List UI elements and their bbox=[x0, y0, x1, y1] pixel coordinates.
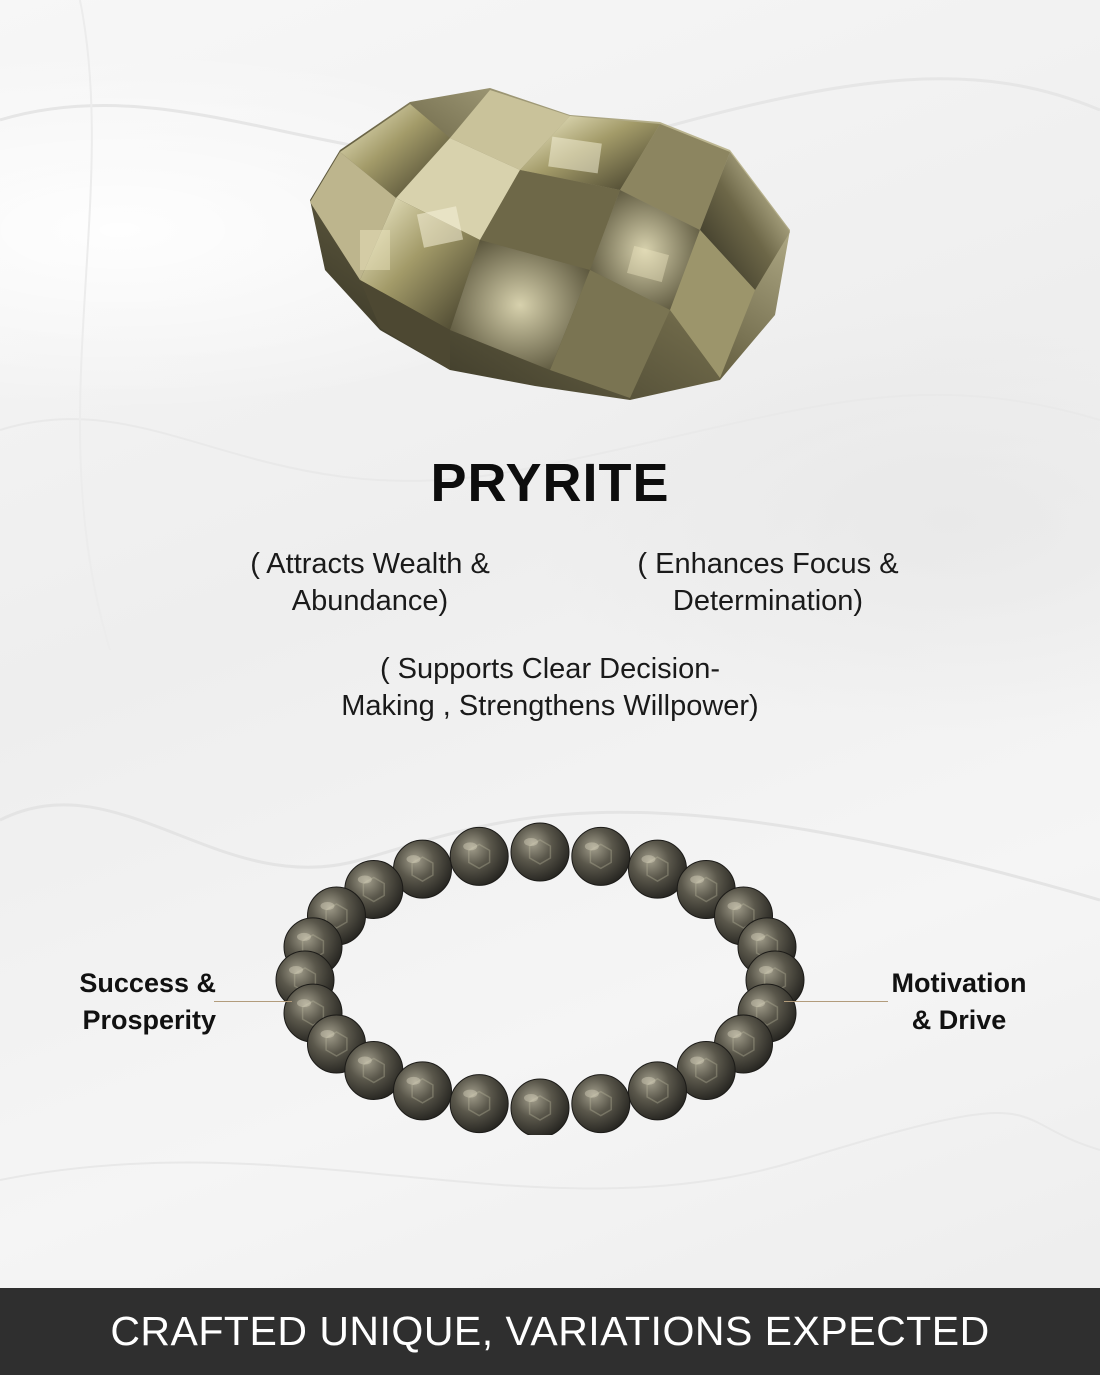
benefit-motivation-line2: & Drive bbox=[911, 1005, 1007, 1035]
property-focus-line2: Determination) bbox=[672, 585, 864, 617]
benefit-success-line2: Prosperity bbox=[82, 1005, 216, 1035]
left-connector-line bbox=[214, 1001, 292, 1002]
bracelet-bead bbox=[394, 1062, 452, 1120]
footer-banner bbox=[0, 1288, 1100, 1375]
benefit-success-label bbox=[60, 965, 216, 1039]
bracelet-bead bbox=[450, 827, 508, 885]
benefit-success-line1: Success & bbox=[79, 968, 216, 998]
right-connector-line bbox=[784, 1001, 888, 1002]
property-wealth-line2: Abundance) bbox=[291, 585, 449, 617]
footer-text: CRAFTED UNIQUE, VARIATIONS EXPECTED bbox=[110, 1308, 990, 1354]
bracelet-bead bbox=[572, 827, 630, 885]
bracelet-bead bbox=[511, 1079, 569, 1135]
property-decision-line2: Making , Strengthens Willpower) bbox=[341, 690, 759, 722]
property-focus bbox=[610, 546, 926, 620]
bracelet-bead bbox=[450, 1075, 508, 1133]
property-decision bbox=[290, 651, 810, 725]
property-decision-line1: ( Supports Clear Decision- bbox=[379, 653, 721, 685]
benefit-motivation-label bbox=[884, 965, 1034, 1039]
property-wealth bbox=[220, 546, 520, 620]
pyrite-stone-image bbox=[300, 80, 800, 410]
property-wealth-line1: ( Attracts Wealth & bbox=[250, 548, 490, 580]
bracelet-bead bbox=[629, 1062, 687, 1120]
stone-title: PRYRITE bbox=[430, 453, 670, 513]
bracelet-bead bbox=[511, 823, 569, 881]
property-focus-line1: ( Enhances Focus & bbox=[637, 548, 899, 580]
pyrite-bracelet-image bbox=[270, 815, 810, 1135]
bracelet-bead bbox=[572, 1075, 630, 1133]
benefit-motivation-line1: Motivation bbox=[891, 968, 1027, 998]
